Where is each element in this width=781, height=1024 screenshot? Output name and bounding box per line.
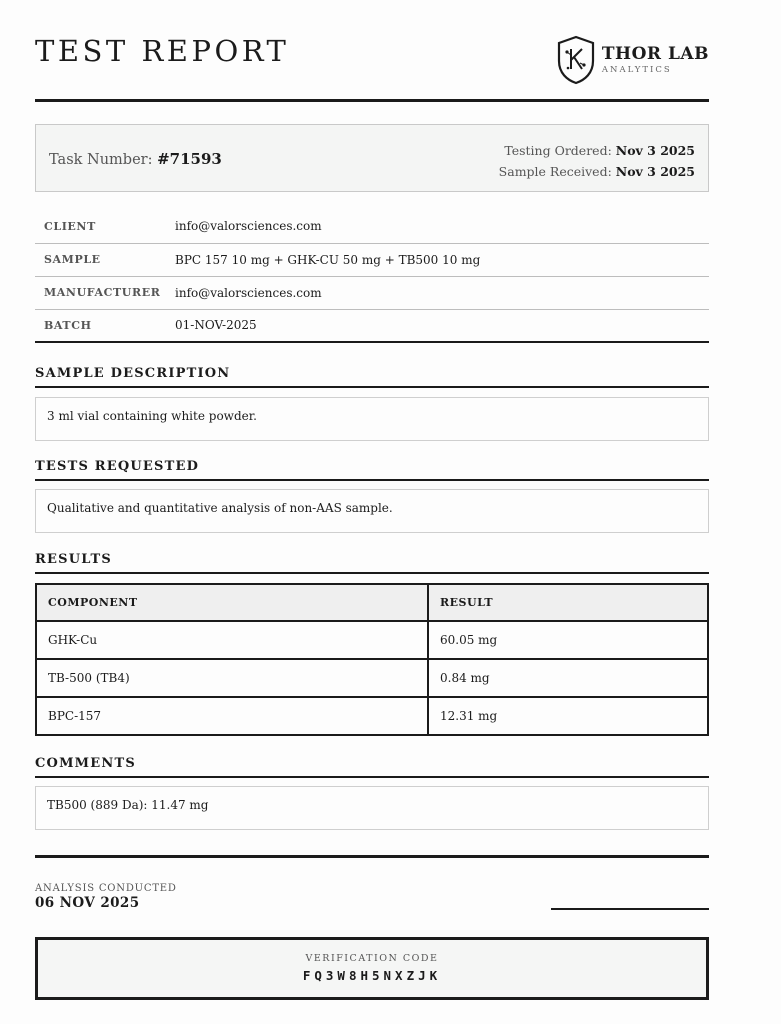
results-table — [35, 583, 709, 736]
sample-info-table — [35, 210, 709, 343]
info-label: BATCH — [44, 318, 92, 332]
column-header-result: RESULT — [428, 584, 708, 621]
verification-code-label: VERIFICATION CODE — [305, 953, 439, 964]
component-cell: TB-500 (TB4) — [36, 659, 428, 697]
info-row-client — [35, 210, 709, 243]
results-header-row — [36, 584, 708, 621]
comments-heading: COMMENTS — [35, 756, 709, 778]
testing-ordered — [499, 140, 695, 161]
tests-requested-box: Qualitative and quantitative analysis of non-AAS sample. — [35, 489, 709, 533]
result-cell: 0.84 mg — [428, 659, 708, 697]
testing-ordered-label: Testing Ordered: — [504, 143, 612, 158]
task-summary-box — [35, 124, 709, 192]
info-label: CLIENT — [44, 219, 96, 233]
result-cell: 60.05 mg — [428, 621, 708, 659]
table-row — [36, 659, 708, 697]
info-value: BPC 157 10 mg + GHK-CU 50 mg + TB500 10 mg — [175, 252, 481, 267]
shield-logo-icon — [556, 35, 596, 85]
verification-code: FQ3W8H5NXZJK — [302, 968, 442, 983]
info-value: 01-NOV-2025 — [175, 318, 257, 333]
brand-logo — [556, 35, 709, 85]
column-header-component: COMPONENT — [36, 584, 428, 621]
component-cell: BPC-157 — [36, 697, 428, 735]
signature-line — [551, 908, 709, 910]
info-label: SAMPLE — [44, 253, 101, 266]
task-number-label: Task Number: — [49, 152, 153, 168]
sample-description-heading: SAMPLE DESCRIPTION — [35, 366, 709, 388]
sample-description-box: 3 ml vial containing white powder. — [35, 397, 709, 441]
task-dates — [499, 140, 695, 182]
table-row — [36, 621, 708, 659]
brand-subtitle: ANALYTICS — [601, 65, 672, 75]
info-value: info@valorsciences.com — [175, 285, 322, 300]
analysis-conducted-date: 06 NOV 2025 — [35, 895, 140, 911]
brand-name: THOR LAB — [601, 44, 709, 64]
result-cell: 12.31 mg — [428, 697, 708, 735]
info-row-batch — [35, 309, 709, 342]
page-title: TEST REPORT — [35, 34, 290, 68]
info-row-manufacturer — [35, 276, 709, 309]
info-label: MANUFACTURER — [44, 286, 161, 299]
task-number-value: #71593 — [157, 150, 222, 168]
sample-received-label: Sample Received: — [498, 164, 612, 179]
verification-box — [35, 937, 709, 1000]
sample-received-value: Nov 3 2025 — [615, 164, 695, 179]
report-page — [35, 0, 709, 983]
comments-box: TB500 (889 Da): 11.47 mg — [35, 786, 709, 830]
footer-divider — [35, 855, 709, 858]
results-heading: RESULTS — [35, 552, 709, 574]
info-value: info@valorsciences.com — [175, 219, 322, 234]
sample-received — [499, 161, 695, 182]
analysis-conducted-label: ANALYSIS CONDUCTED — [35, 883, 177, 894]
tests-requested-heading: TESTS REQUESTED — [35, 459, 709, 481]
component-cell: GHK-Cu — [36, 621, 428, 659]
testing-ordered-value: Nov 3 2025 — [615, 143, 695, 158]
report-header — [35, 0, 709, 102]
info-row-sample — [35, 243, 709, 276]
task-number — [49, 150, 222, 168]
table-row — [36, 697, 708, 735]
